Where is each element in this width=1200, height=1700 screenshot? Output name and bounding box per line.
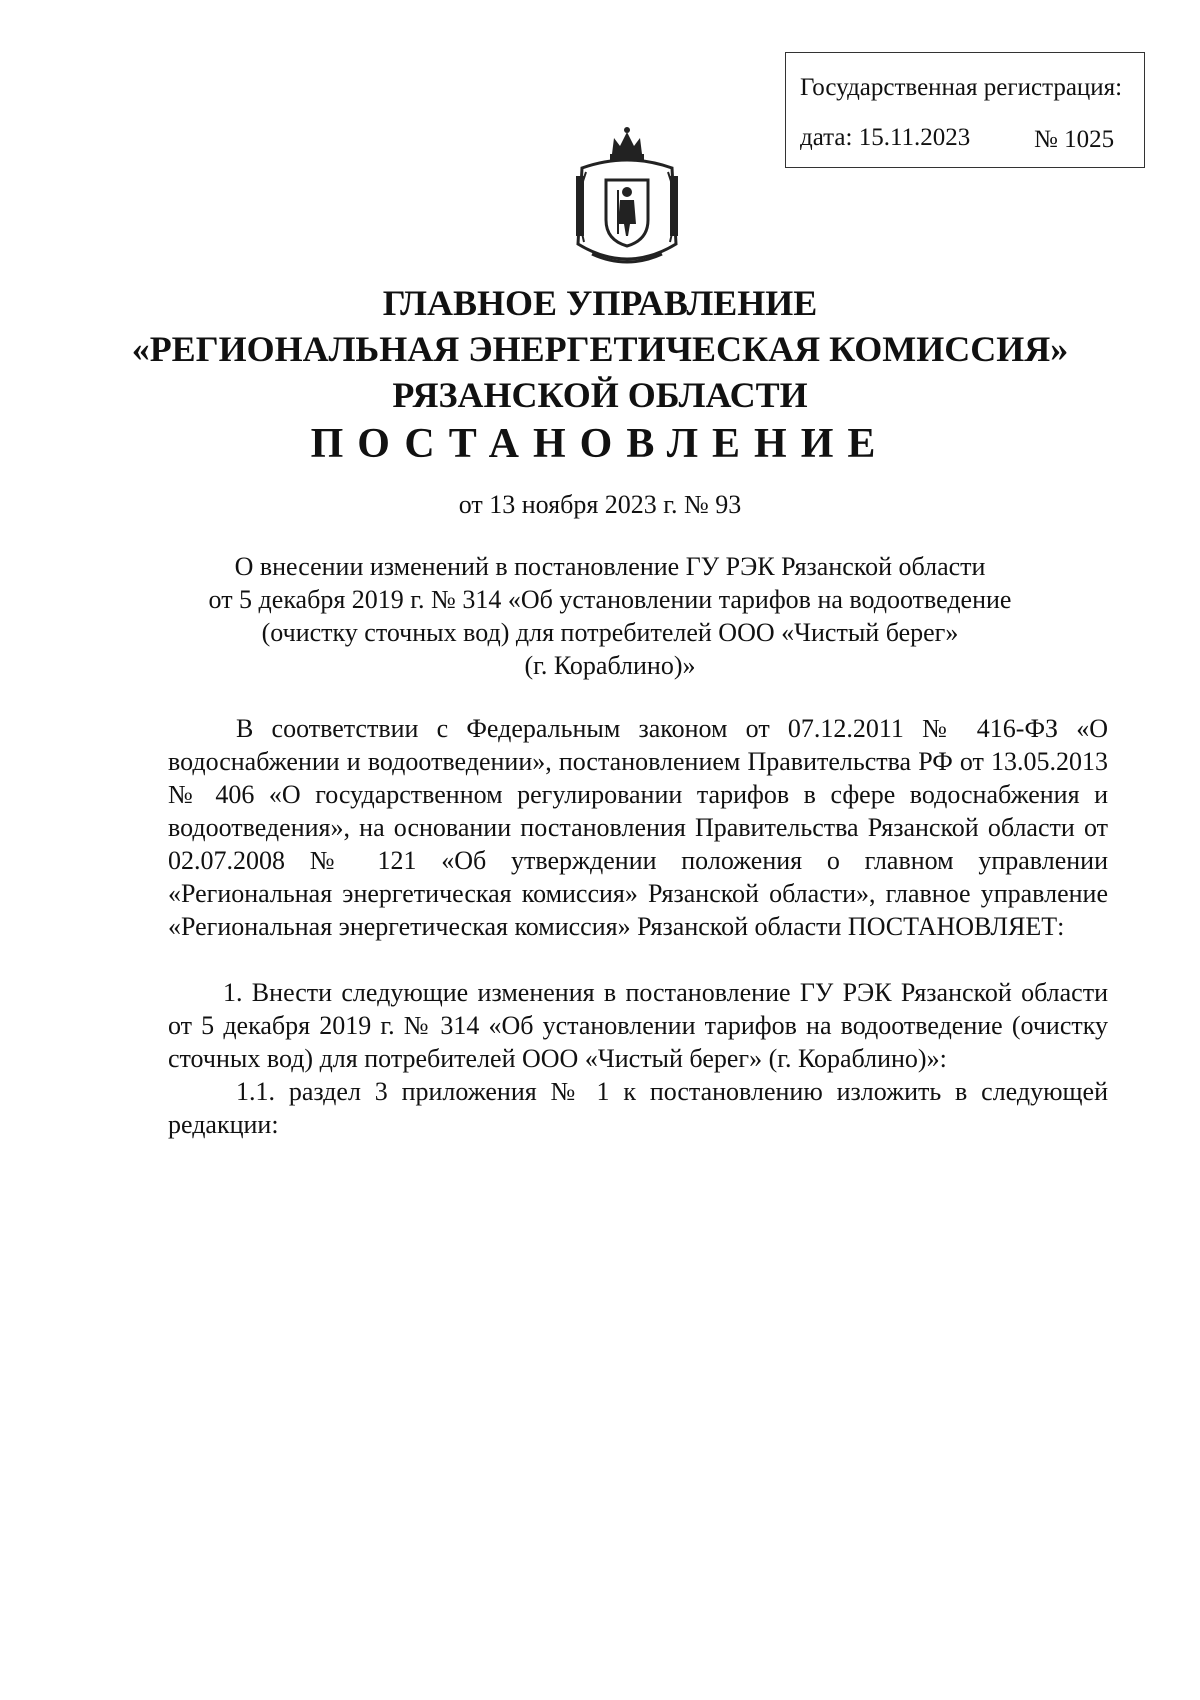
subject-line: О внесении изменений в постановление ГУ РЭК Рязанской области — [234, 552, 986, 581]
body-paragraph: 1. Внести следующие изменения в постановление ГУ РЭК Рязанской области от 5 декабря 2019 г. № 314 «Об установлении тарифов на водоотведение (очистку сточных вод) для потребителей ООО «Чистый берег» (г. Кораблино)»: — [168, 978, 1108, 1073]
subject-line: от 5 декабря 2019 г. № 314 «Об установлении тарифов на водоотведение — [208, 585, 1012, 614]
document-type-title: ПОСТАНОВЛЕНИЕ — [310, 421, 890, 467]
registration-title: Государственная регистрация: — [800, 74, 1123, 101]
document-subject — [160, 550, 1060, 682]
body-paragraph: 1.1. раздел 3 приложения № 1 к постановлению изложить в следующей редакции: — [168, 1077, 1108, 1139]
header-line: РЯЗАНСКОЙ ОБЛАСТИ — [392, 375, 808, 415]
header-line: «РЕГИОНАЛЬНАЯ ЭНЕРГЕТИЧЕСКАЯ КОМИССИЯ» — [131, 329, 1069, 369]
subject-line: (очистку сточных вод) для потребителей ООО «Чистый берег» — [261, 618, 959, 647]
organization-header — [0, 280, 1200, 418]
registration-stamp — [785, 52, 1145, 168]
header-line: ГЛАВНОЕ УПРАВЛЕНИЕ — [382, 283, 818, 323]
registration-date: дата: 15.11.2023 — [800, 124, 971, 151]
document-body — [168, 712, 1108, 1141]
document-date: от 13 ноября 2023 г. № 93 — [458, 490, 742, 519]
body-paragraph: В соответствии с Федеральным законом от 07.12.2011 № 416-ФЗ «О водоснабжении и водоотведении», постановлением Правительства РФ от 13.05.2013 № 406 «О государственном регулировании тарифов в сфере водоснабжения и водоотведения», на основании постановления Правительства Рязанской области от 02.07.2008 № 121 «Об утверждении положения о главном управлении «Региональная энергетическая комиссия» Рязанской области», главное управление «Региональная энергетическая комиссия» Рязанской области ПОСТАНОВЛЯЕТ: — [168, 714, 1108, 941]
coat-of-arms-icon — [562, 124, 692, 274]
registration-number: № 1025 — [1034, 126, 1115, 153]
subject-line: (г. Кораблино)» — [524, 651, 696, 680]
